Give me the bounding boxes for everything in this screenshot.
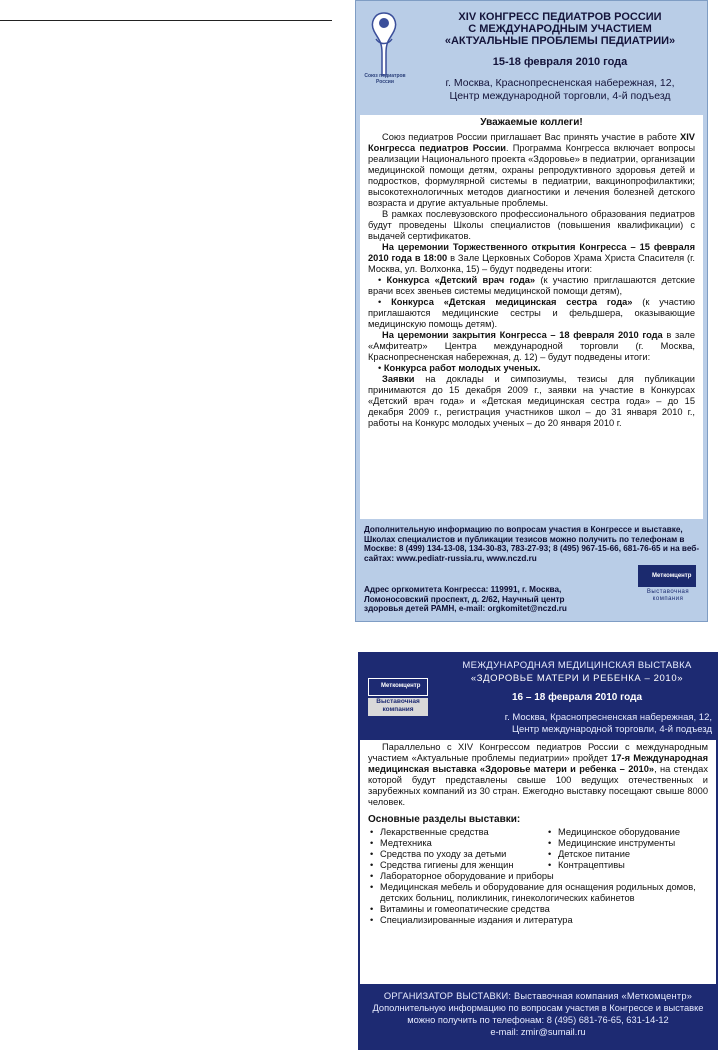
sections-left-list: [368, 827, 546, 871]
list-item: • Медицинская мебель и оборудование для оснащения родильных домов, детских больниц, поликлиник, гинекологических кабинетов: [368, 882, 708, 904]
exhibition-dates: 16 – 18 февраля 2010 года: [511, 692, 643, 703]
list-item-contest-young: • Конкурса работ молодых ученых.: [378, 363, 541, 373]
metkomcenter-logo: [638, 565, 698, 611]
exhibition-contact: Дополнительную информацию по вопросам участия в Конгрессе и выставке можно получить по телефонам: 8 (495) 681-76-65, 631-14-12: [372, 1003, 704, 1025]
congress-body-text: [360, 115, 703, 519]
exhibition-title: «ЗДОРОВЬЕ МАТЕРИ И РЕБЕНКА – 2010»: [470, 673, 684, 684]
list-item: • Средства гигиены для женщин: [368, 860, 546, 871]
sections-grid: [368, 827, 708, 871]
congress-footer: [360, 525, 703, 617]
exhibition-header: [358, 652, 718, 738]
greeting-heading: Уважаемые коллеги!: [480, 117, 583, 128]
exhibition-email: e-mail: zmir@sumail.ru: [490, 1027, 586, 1037]
exhibition-kind: МЕЖДУНАРОДНАЯ МЕДИЦИНСКАЯ ВЫСТАВКА: [462, 660, 692, 671]
sections-right-list: [546, 827, 716, 871]
paragraph-applications: Заявки на доклады и симпозиумы, тезисы для публикации принимаются до 15 декабря 2009 г., заявки на участие в Конкурсах «Детский врач года» и «Детская медицинская сестра года» – до 15 декабря 2009 г., регистрация участников школ – до 31 января 2010 г., работы на Конкурс молодых ученых – до 20 января 2010 г.: [368, 374, 695, 428]
organizer-line: ОРГАНИЗАТОР ВЫСТАВКИ: Выставочная компания «Меткомцентр»: [383, 991, 693, 1001]
paragraph-closing: На церемонии закрытия Конгресса – 18 февраля 2010 года в зале «Амфитеатр» Центра международной торговли (г. Москва, Краснопресненская набережная, д. 12) – будут подведены итоги:: [368, 330, 695, 362]
exhibition-advertisement: [358, 652, 718, 1050]
exhibition-intro: Параллельно с XIV Конгрессом педиатров России с международным участием «Актуальные проблемы педиатрии» пройдет 17-я Международная медицинская выставка «Здоровье матери и ребенка – 2010», на стендах которой будут представлены свыше 100 ведущих отечественных и зарубежных компаний из 30 стран. Ежегодно выставку посещают свыше 8000 человек.: [368, 742, 709, 807]
exhibition-body-text: [360, 740, 716, 984]
list-item: • Детское питание: [546, 849, 716, 860]
metkomcenter-logo-2-text: Меткомцентр: [381, 683, 421, 689]
congress-venue: г. Москва, Краснопресненская набережная, 12, Центр международной торговли, 4-й подъезд: [445, 77, 675, 102]
metkomcenter-logo-sub: Выставочная компания: [646, 589, 690, 602]
congress-title: XIV КОНГРЕСС ПЕДИАТРОВ РОССИИ С МЕЖДУНАРОДНЫМ УЧАСТИЕМ «АКТУАЛЬНЫЕ ПРОБЛЕМЫ ПЕДИАТРИИ»: [444, 11, 676, 47]
list-item: • Витамины и гомеопатические средства: [368, 904, 708, 915]
metkomcenter-logo-2: [368, 678, 430, 718]
metkomcenter-logo-text: Меткомцентр: [652, 573, 692, 579]
list-item: • Лабораторное оборудование и приборы: [368, 871, 708, 882]
list-item: • Лекарственные средства: [368, 827, 546, 838]
metkomcenter-logo-2-sub: Выставочная компания: [368, 698, 428, 716]
list-item: • Медицинское оборудование: [546, 827, 716, 838]
paragraph-schools: В рамках послевузовского профессионального образования педиатров будут проведены Школы специалистов (повышения квалификации) с выдачей сертификатов.: [368, 209, 695, 241]
congress-dates: 15-18 февраля 2010 года: [492, 56, 628, 68]
sections-full-list: [368, 871, 708, 926]
exhibition-venue: г. Москва, Краснопресненская набережная, 12, Центр международной торговли, 4-й подъезд: [504, 712, 712, 735]
exhibition-footer: [358, 988, 718, 1048]
committee-address: Адрес оргкомитета Конгресса: 119991, г. Москва, Ломоносовский проспект, д. 2/62, Научный центр здоровья детей РАМН, e-mail: orgkomitet@nczd.ru: [364, 585, 567, 614]
list-item: • Специализированные издания и литература: [368, 915, 708, 926]
sections-heading: Основные разделы выставки:: [368, 814, 521, 825]
congress-header: [356, 1, 707, 113]
list-item: • Медицинские инструменты: [546, 838, 716, 849]
logo-caption: Союз педиатров России: [364, 73, 406, 85]
list-item: • Медтехника: [368, 838, 546, 849]
congress-advertisement: [355, 0, 708, 622]
list-item-contest-nurse: • Конкурса «Детская медицинская сестра года» (к участию приглашаются медицинские сестры и фельдшера, оказывающие медицинскую помощь детям).: [368, 297, 695, 329]
paragraph-intro: Союз педиатров России приглашает Вас принять участие в работе XIV Конгресса педиатров России. Программа Конгресса включает вопросы реализации Национального проекта «Здоровье» в педиатрии, организации медицинской помощи детям, охраны репродуктивного здоровья детей и подростков, формулярной системы в педиатрии, вакцинопрофилактики; высокотехнологичных методов диагностики и лечения болезней детского возраста и другие актуальные проблемы.: [368, 132, 695, 208]
list-item-contest-doctor: • Конкурса «Детский врач года» (к участию приглашаются детские врачи всех звеньев системы медицинской помощи детям),: [368, 275, 695, 296]
contact-info: Дополнительную информацию по вопросам участия в Конгрессе и выставке, Школах специалистов и публикации тезисов можно получить по телефонам в Москве: 8 (499) 134-13-08, 134-30-83, 783-27-93; 8 (495) 967-15-66, 681-76-65 и на веб-сайтах: www.pediatr-russia.ru, www.nczd.ru: [364, 525, 700, 564]
top-divider-line: [0, 20, 332, 21]
list-item: • Контрацептивы: [546, 860, 716, 871]
paragraph-opening: На церемонии Торжественного открытия Конгресса – 15 февраля 2010 года в 18:00 в Зале Церковных Соборов Храма Христа Спасителя (г. Москва, ул. Волхонка, 15) – будут подведены итоги:: [368, 242, 695, 274]
list-item: • Средства по уходу за детьми: [368, 849, 546, 860]
